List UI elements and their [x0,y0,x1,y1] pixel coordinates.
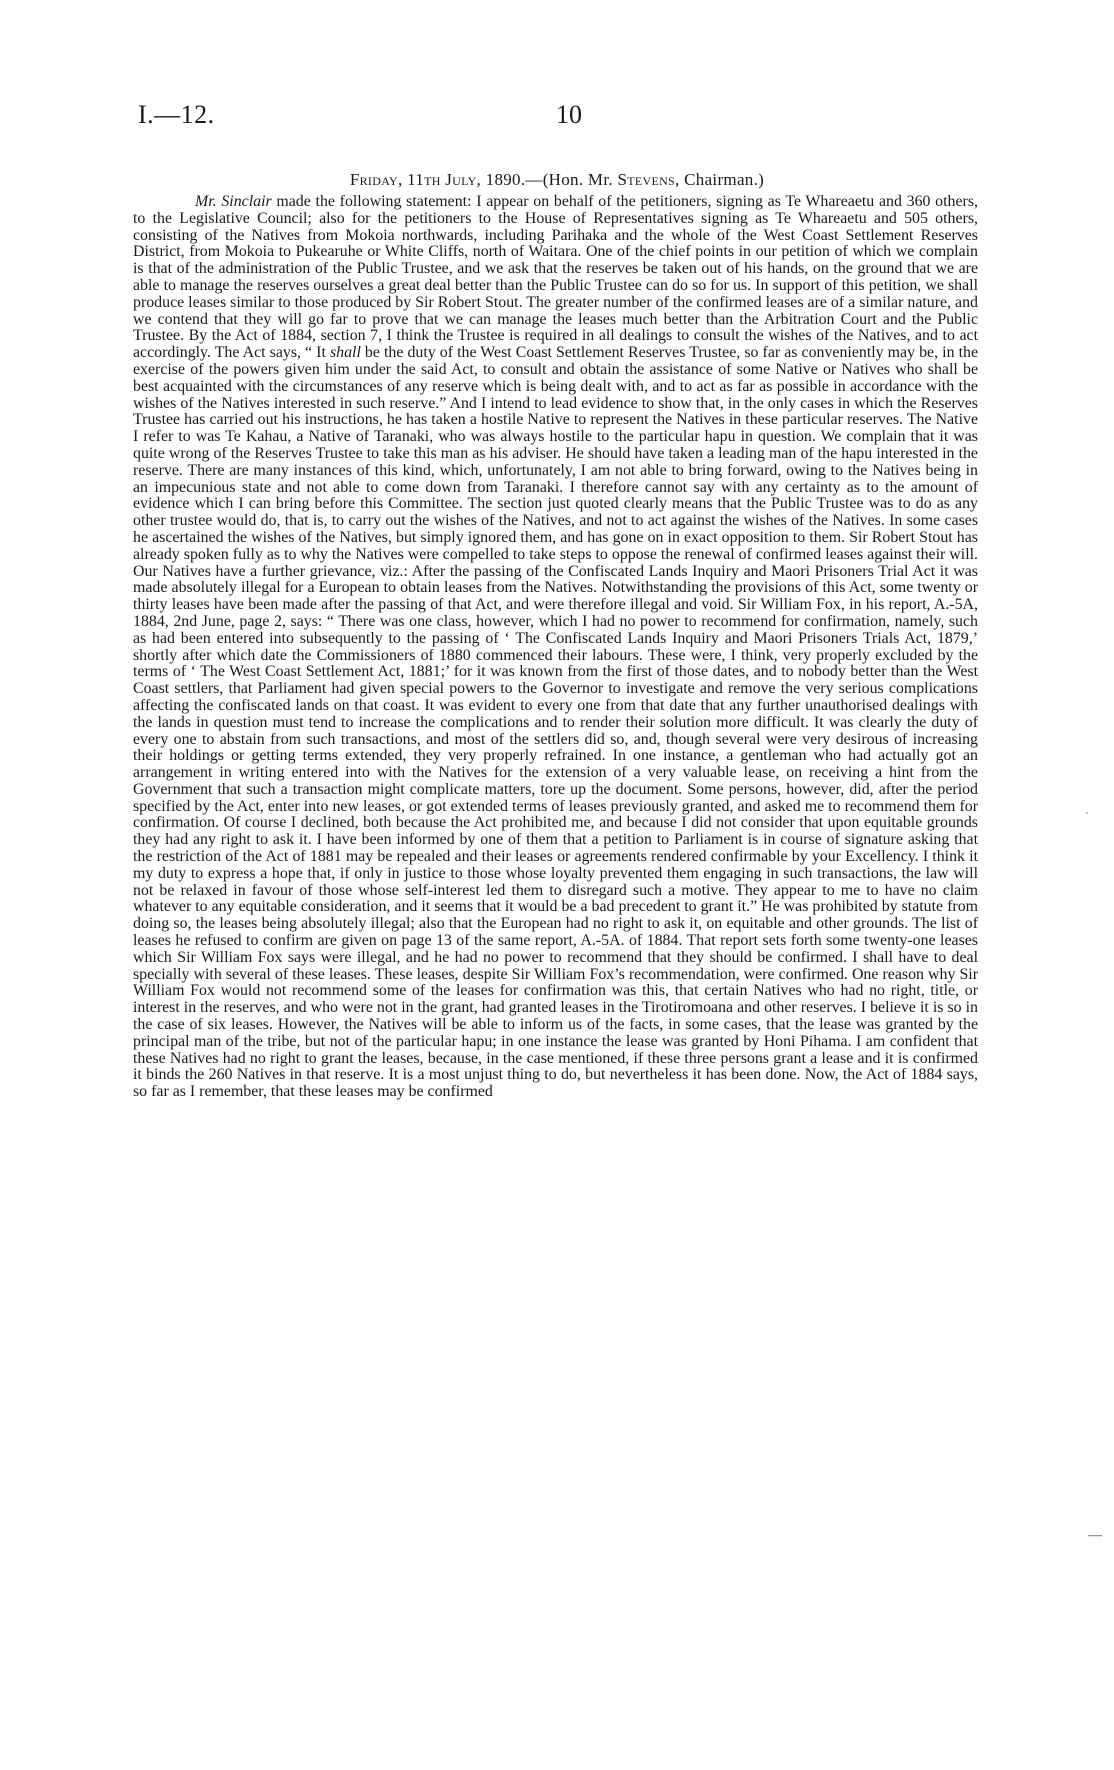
statement-paragraph [133,194,978,1101]
statement-text-part-1: made the following statement: I appear on behalf of the petitioners, signing as Te Whareaetu and 360 others, to the Legislative Council; also for the petitioners to the House of Representatives signing as Te Whareaetu and 505 others, consisting of the Natives from Mokoia northwards, including Parihaka and the whole of the West Coast Settlement Reserves District, from Mokoia to Pukearuhe or White Cliffs, north of Waitara. One of the chief points in our petition of which we complain is that of the administration of the Public Trustee, and we ask that the reserves be taken out of his hands, on the ground that we are able to manage the reserves ourselves a great deal better than the Public Trustee can do so for us. In support of this petition, we shall produce leases similar to those produced by Sir Robert Stout. The greater number of the confirmed leases are of a similar nature, and we contend that they will go far to prove that we can manage the leases much better than the Arbitration Court and the Public Trustee. By the Act of 1884, section 7, I think the Trustee is required in all dealings to consult the wishes of the Natives, and to act accordingly. The Act says, “ It [133,193,978,362]
page-number: 10 [556,100,582,129]
session-suffix: , Chairman.) [675,170,765,189]
session-date: 11th July [407,170,477,189]
emphasis-word: shall [329,344,361,362]
speaker-name: Mr. Sinclair [195,193,272,210]
session-heading: Friday, 11th July, 1890.—(Hon. Mr. Stevens, Chairman.) [349,170,765,189]
statement-text-part-2: be the duty of the West Coast Settlement Reserves Trustee, so far as conveniently may be, in the exercise of the powers given him under the said Act, to consult and obtain the assistance of some Native or Natives who shall be best acquainted with the circumstances of any reserve which is being dealt with, and to act as far as possible in accordance with the wishes of the Natives interested in such reserve.” And I intend to lead evidence to show that, in the only cases in which the Reserves Trustee has carried out his instructions, he has taken a hostile Native to represent the Natives in these particular reserves. The Native I refer to was Te Kahau, a Native of Taranaki, who was always hostile to the particular hapu in question. We complain that it was quite wrong of the Reserves Trustee to take this man as his adviser. He should have taken a leading man of the hapu interested in the reserve. There are many instances of this kind, which, unfortunately, I am not able to bring forward, owing to the Natives being in an impecunious state and not able to come down from Taranaki. I therefore cannot say with any certainty as to the amount of evidence which I can bring before this Committee. The section just quoted clearly means that the Public Trustee was to do as any other trustee would do, that is, to carry out the wishes of the Natives, and not to act against the wishes of the Natives. In some cases he ascertained the wishes of the Natives, but simply ignored them, and has gone on in exact opposition to them. Sir Robert Stout has already spoken fully as to why the Natives were compelled to take steps to oppose the renewal of confirmed leases against their will. Our Natives have a further grievance, viz.: After the passing of the Confiscated Lands Inquiry and Maori Prisoners Trial Act it was made absolutely illegal for a European to obtain leases from the Natives. Notwithstanding the provisions of this Act, some twenty or thirty leases have been made after the passing of that Act, and were therefore illegal and void. Sir William Fox, in his report, A.-5A, 1884, 2nd June, page 2, says: “ There was one class, however, which I had no power to recommend for confirmation, namely, such as had been entered into subsequently to the passing of ‘ The Confiscated Lands Inquiry and Maori Prisoners Trials Act, 1879,’ shortly after which date the Commissioners of 1880 commenced their labours. These were, I think, very properly excluded by the terms of ‘ The West Coast Settlement Act, 1881;’ for it was known from the first of those dates, and to nobody better than the West Coast settlers, that Parliament had given special powers to the Governor to investigate and remove the very serious complications affecting the confiscated lands on that coast. It was evident to every one from that date that any further unauthorised dealings with the lands in question must tend to increase the complications and to render their solution more difficult. It was clearly the duty of every one to abstain from such transactions, and most of the settlers did so, and, though several were very desirous of increasing their holdings or getting terms extended, they very properly refrained. In one instance, a gentleman who had actually got an arrangement in writing entered into with the Natives for the extension of a very valuable lease, on receiving a hint from the Government that such a transaction might complicate matters, tore up the document. Some persons, however, did, after the period specified by the Act, enter into new leases, or got extended terms of leases previously granted, and asked me to recommend them for confirmation. Of course I declined, both because the Act prohibited me, and because I did not consider that upon equitable grounds they had any right to ask it. I have been informed by one of them that a petition to Parliament is in course of signature asking that the restriction of the Act of 1881 may be repealed and their leases or agreements rendered confirmable by your Excellency. I think it my duty to express a hope that, if only in justice to those whose loyalty prevented them engaging in such transactions, the law will not be relaxed in favour of those whose self-interest led them to disregard such a motive. They appear to me to have no claim whatever to any equitable consideration, and it seems that it would be a bad precedent to grant it.” He was prohibited by statute from doing so, the leases being absolutely illegal; also that the European had no right to ask it, on equitable and other grounds. The list of leases he refused to confirm are given on page 13 of the same report, A.-5A. of 1884. That report sets forth some twenty-one leases which Sir William Fox says were illegal, and he had no power to recommend that they should be confirmed. I shall have to deal specially with several of these leases. These leases, despite Sir William Fox’s recommendation, were confirmed. One reason why Sir William Fox would not recommend some of the leases for confirmation was this, that certain Natives who had no right, title, or interest in the reserves, and who were not in the grant, had granted leases in the Tirotiromoana and other reserves. I believe it is so in the case of six leases. However, the Natives will be able to inform us of the facts, in some cases, that the lease was granted by the principal man of the tribe, but not of the particular hapu; in one instance the lease was granted by Honi Pihama. I am confident that these Natives had no right to grant the leases, because, in the case mentioned, if these three persons grant a lease and it is confirmed it binds the 260 Natives in that reserve. It is a most unjust thing to do, but nevertheless it has been done. Now, the Act of 1884 says, so far as I remember, that these leases may be confirmed [133,344,978,1101]
session-chairman: Stevens [617,170,676,189]
session-year: , 1890.—(Hon. Mr. [476,170,618,189]
margin-dash: — [1088,1528,1102,1543]
session-day: Friday [349,170,399,189]
page-reference: I.—12. [138,100,215,129]
margin-mark: ˑ [1085,808,1089,823]
